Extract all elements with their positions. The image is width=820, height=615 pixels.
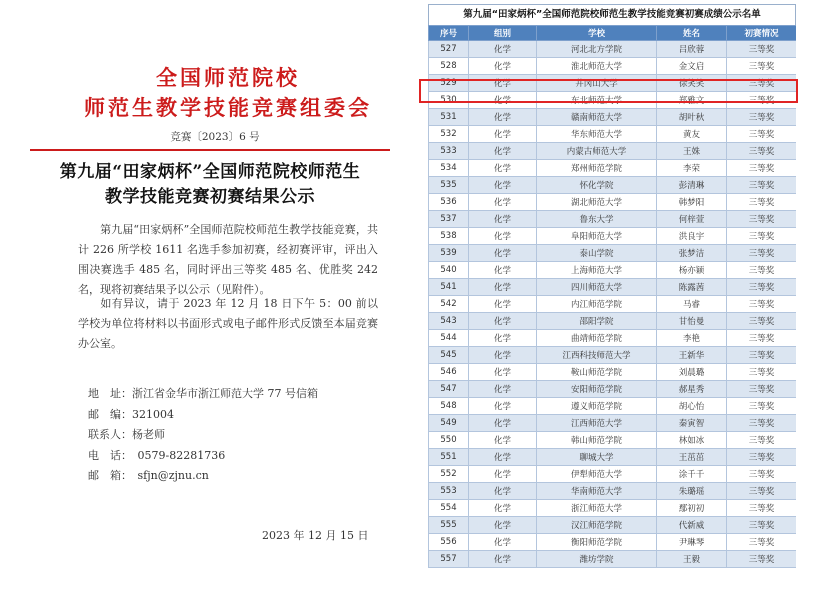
- cell-serial: 550: [429, 432, 469, 449]
- cell-name: 李荣: [657, 160, 727, 177]
- cell-group: 化学: [469, 296, 537, 313]
- cell-name: 吕欣蓉: [657, 41, 727, 58]
- cell-group: 化学: [469, 245, 537, 262]
- cell-school: 江西师范大学: [537, 415, 657, 432]
- cell-serial: 531: [429, 109, 469, 126]
- header-school: 学校: [537, 26, 657, 41]
- cell-name: 李艳: [657, 330, 727, 347]
- cell-group: 化学: [469, 551, 537, 568]
- cell-group: 化学: [469, 58, 537, 75]
- cell-result: 三等奖: [727, 551, 797, 568]
- table-row: [429, 92, 797, 109]
- table-row: [429, 313, 797, 330]
- cell-result: 三等奖: [727, 92, 797, 109]
- cell-name: 王新华: [657, 347, 727, 364]
- cell-school: 华南师范大学: [537, 483, 657, 500]
- cell-name: 涂千千: [657, 466, 727, 483]
- cell-result: 三等奖: [727, 41, 797, 58]
- cell-result: 三等奖: [727, 364, 797, 381]
- cell-group: 化学: [469, 262, 537, 279]
- cell-school: 阜阳师范大学: [537, 228, 657, 245]
- cell-school: 东北师范大学: [537, 92, 657, 109]
- cell-school: 淮北师范大学: [537, 58, 657, 75]
- document-number: 竞赛〔2023〕6 号: [170, 131, 260, 143]
- cell-result: 三等奖: [727, 58, 797, 75]
- cell-school: 邵阳学院: [537, 313, 657, 330]
- cell-group: 化学: [469, 364, 537, 381]
- cell-name: 朱璐瑶: [657, 483, 727, 500]
- header-result: 初赛情况: [727, 26, 797, 41]
- cell-group: 化学: [469, 109, 537, 126]
- cell-group: 化学: [469, 75, 537, 92]
- cell-serial: 548: [429, 398, 469, 415]
- cell-school: 河北北方学院: [537, 41, 657, 58]
- cell-school: 四川师范大学: [537, 279, 657, 296]
- cell-serial: 555: [429, 517, 469, 534]
- results-sheet: [428, 4, 796, 615]
- red-divider-line: [30, 149, 390, 151]
- cell-serial: 532: [429, 126, 469, 143]
- cell-school: 郑州师范学院: [537, 160, 657, 177]
- cell-serial: 530: [429, 92, 469, 109]
- cell-school: 怀化学院: [537, 177, 657, 194]
- table-row: [429, 160, 797, 177]
- cell-serial: 545: [429, 347, 469, 364]
- cell-school: 安阳师范学院: [537, 381, 657, 398]
- cell-school: 江西科技师范大学: [537, 347, 657, 364]
- contact-phone: 电 话： 0579-82281736: [88, 448, 226, 462]
- cell-serial: 554: [429, 500, 469, 517]
- cell-serial: 527: [429, 41, 469, 58]
- cell-result: 三等奖: [727, 279, 797, 296]
- cell-school: 华东师范大学: [537, 126, 657, 143]
- cell-school: 赣南师范大学: [537, 109, 657, 126]
- cell-group: 化学: [469, 449, 537, 466]
- cell-school: 汉江师范学院: [537, 517, 657, 534]
- cell-group: 化学: [469, 41, 537, 58]
- table-row: [429, 347, 797, 364]
- cell-serial: 549: [429, 415, 469, 432]
- table-row: [429, 483, 797, 500]
- cell-group: 化学: [469, 415, 537, 432]
- cell-name: 张梦洁: [657, 245, 727, 262]
- cell-result: 三等奖: [727, 313, 797, 330]
- cell-group: 化学: [469, 92, 537, 109]
- cell-group: 化学: [469, 160, 537, 177]
- table-row: [429, 330, 797, 347]
- cell-name: 金文启: [657, 58, 727, 75]
- cell-serial: 540: [429, 262, 469, 279]
- cell-name: 马睿: [657, 296, 727, 313]
- contact-email: 邮 箱： sfjn@zjnu.cn: [88, 469, 209, 482]
- cell-serial: 543: [429, 313, 469, 330]
- notice-paragraph-2-text: 如有异议，请于 2023 年 12 月 18 日下午 5：00 前以学校为单位将材料以书面形式或电子邮件形式反馈至本届竞赛办公室。: [78, 297, 378, 350]
- cell-result: 三等奖: [727, 466, 797, 483]
- notice-date: 2023 年 12 月 15 日: [262, 529, 369, 542]
- cell-serial: 546: [429, 364, 469, 381]
- table-row: [429, 194, 797, 211]
- table-row: [429, 415, 797, 432]
- cell-name: 黄友: [657, 126, 727, 143]
- notice-paragraph-1: [78, 220, 378, 300]
- cell-group: 化学: [469, 279, 537, 296]
- cell-school: 遵义师范学院: [537, 398, 657, 415]
- table-row: [429, 211, 797, 228]
- table-row: [429, 364, 797, 381]
- notice-title-line1: 第九届“田家炳杯”全国师范院校师范生: [59, 162, 361, 182]
- cell-result: 三等奖: [727, 75, 797, 92]
- table-row: [429, 432, 797, 449]
- cell-result: 三等奖: [727, 483, 797, 500]
- header-group: 组别: [469, 26, 537, 41]
- cell-group: 化学: [469, 347, 537, 364]
- cell-result: 三等奖: [727, 160, 797, 177]
- cell-serial: 533: [429, 143, 469, 160]
- cell-serial: 529: [429, 75, 469, 92]
- cell-name: 王毅: [657, 551, 727, 568]
- header-serial: 序号: [429, 26, 469, 41]
- cell-school: 衡阳师范学院: [537, 534, 657, 551]
- header-name: 姓名: [657, 26, 727, 41]
- cell-result: 三等奖: [727, 432, 797, 449]
- cell-serial: 538: [429, 228, 469, 245]
- table-row: [429, 143, 797, 160]
- cell-group: 化学: [469, 177, 537, 194]
- table-row: [429, 551, 797, 568]
- cell-group: 化学: [469, 534, 537, 551]
- cell-group: 化学: [469, 432, 537, 449]
- cell-group: 化学: [469, 517, 537, 534]
- cell-result: 三等奖: [727, 330, 797, 347]
- cell-serial: 537: [429, 211, 469, 228]
- cell-group: 化学: [469, 330, 537, 347]
- cell-group: 化学: [469, 126, 537, 143]
- notice-title-line2: 教学技能竞赛初赛结果公示: [105, 187, 315, 207]
- cell-name: 王姝: [657, 143, 727, 160]
- cell-group: 化学: [469, 483, 537, 500]
- table-row: [429, 534, 797, 551]
- cell-name: 杨亦颖: [657, 262, 727, 279]
- cell-name: 何梓萱: [657, 211, 727, 228]
- cell-group: 化学: [469, 228, 537, 245]
- cell-name: 郝星秀: [657, 381, 727, 398]
- table-row: [429, 245, 797, 262]
- cell-result: 三等奖: [727, 449, 797, 466]
- cell-serial: 553: [429, 483, 469, 500]
- organizer-name-line1: 全国师范院校: [156, 65, 300, 90]
- table-row: [429, 466, 797, 483]
- cell-school: 潍坊学院: [537, 551, 657, 568]
- cell-result: 三等奖: [727, 347, 797, 364]
- cell-school: 湖北师范大学: [537, 194, 657, 211]
- cell-serial: 556: [429, 534, 469, 551]
- cell-name: 徐笑笑: [657, 75, 727, 92]
- cell-name: 陈露茜: [657, 279, 727, 296]
- cell-result: 三等奖: [727, 177, 797, 194]
- table-body: [429, 41, 797, 568]
- cell-serial: 544: [429, 330, 469, 347]
- table-row: [429, 517, 797, 534]
- cell-school: 内江师范学院: [537, 296, 657, 313]
- table-row: [429, 75, 797, 92]
- table-row: [429, 126, 797, 143]
- cell-result: 三等奖: [727, 381, 797, 398]
- table-row: [429, 398, 797, 415]
- cell-group: 化学: [469, 211, 537, 228]
- cell-name: 秦寅智: [657, 415, 727, 432]
- cell-result: 三等奖: [727, 500, 797, 517]
- table-row: [429, 296, 797, 313]
- results-table: [428, 25, 796, 568]
- cell-name: 洪良宇: [657, 228, 727, 245]
- cell-school: 聊城大学: [537, 449, 657, 466]
- cell-group: 化学: [469, 466, 537, 483]
- table-title: 第九届“田家炳杯”全国师范院校师范生教学技能竞赛初赛成绩公示名单: [428, 4, 796, 25]
- contact-postcode: 邮 编：321004: [88, 407, 174, 421]
- table-row: [429, 58, 797, 75]
- cell-result: 三等奖: [727, 398, 797, 415]
- cell-school: 鞍山师范学院: [537, 364, 657, 381]
- cell-result: 三等奖: [727, 415, 797, 432]
- cell-school: 泰山学院: [537, 245, 657, 262]
- cell-name: 王茁茁: [657, 449, 727, 466]
- cell-result: 三等奖: [727, 517, 797, 534]
- cell-result: 三等奖: [727, 126, 797, 143]
- contact-person: 联系人：杨老师: [88, 428, 165, 441]
- cell-name: 韩梦阳: [657, 194, 727, 211]
- table-row: [429, 449, 797, 466]
- cell-result: 三等奖: [727, 296, 797, 313]
- cell-school: 伊犁师范大学: [537, 466, 657, 483]
- cell-name: 胡叶秋: [657, 109, 727, 126]
- cell-serial: 534: [429, 160, 469, 177]
- cell-school: 井冈山大学: [537, 75, 657, 92]
- cell-result: 三等奖: [727, 228, 797, 245]
- table-row: [429, 228, 797, 245]
- notice-paragraph-1-text: 第九届“田家炳杯”全国师范院校师范生教学技能竞赛，共计 226 所学校 1611 名选手参加初赛，经初赛评审，评出入围决赛选手 485 名，同时评出三等奖 485 名、优胜奖 242 名，现将初赛结果予以公示（见附件）。: [78, 223, 378, 296]
- contact-address: 地 址：浙江省金华市浙江师范大学 77 号信箱: [88, 387, 318, 400]
- cell-school: 内蒙古师范大学: [537, 143, 657, 160]
- cell-result: 三等奖: [727, 534, 797, 551]
- cell-school: 曲靖师范学院: [537, 330, 657, 347]
- notice-paragraph-2: [78, 294, 378, 354]
- cell-serial: 535: [429, 177, 469, 194]
- table-header-row: [429, 26, 797, 41]
- cell-result: 三等奖: [727, 109, 797, 126]
- table-row: [429, 500, 797, 517]
- organizer-name-line2: 师范生教学技能竞赛组委会: [84, 95, 372, 120]
- cell-serial: 552: [429, 466, 469, 483]
- cell-group: 化学: [469, 381, 537, 398]
- cell-name: 尹琳琴: [657, 534, 727, 551]
- cell-result: 三等奖: [727, 245, 797, 262]
- cell-name: 代新威: [657, 517, 727, 534]
- cell-name: 甘怡曼: [657, 313, 727, 330]
- cell-name: 胡心怡: [657, 398, 727, 415]
- cell-name: 林如冰: [657, 432, 727, 449]
- cell-serial: 542: [429, 296, 469, 313]
- table-row: [429, 109, 797, 126]
- cell-group: 化学: [469, 143, 537, 160]
- cell-serial: 536: [429, 194, 469, 211]
- cell-serial: 551: [429, 449, 469, 466]
- table-row: [429, 279, 797, 296]
- cell-result: 三等奖: [727, 211, 797, 228]
- cell-result: 三等奖: [727, 143, 797, 160]
- cell-serial: 557: [429, 551, 469, 568]
- cell-school: 浙江师范大学: [537, 500, 657, 517]
- cell-group: 化学: [469, 194, 537, 211]
- cell-school: 上海师范大学: [537, 262, 657, 279]
- contact-block: [88, 384, 318, 487]
- table-row: [429, 381, 797, 398]
- cell-group: 化学: [469, 313, 537, 330]
- table-row: [429, 41, 797, 58]
- cell-name: 彭清琳: [657, 177, 727, 194]
- table-row: [429, 177, 797, 194]
- cell-serial: 539: [429, 245, 469, 262]
- cell-group: 化学: [469, 500, 537, 517]
- cell-serial: 547: [429, 381, 469, 398]
- cell-serial: 541: [429, 279, 469, 296]
- table-row: [429, 262, 797, 279]
- cell-name: 郑雅文: [657, 92, 727, 109]
- cell-serial: 528: [429, 58, 469, 75]
- cell-school: 韩山师范学院: [537, 432, 657, 449]
- cell-result: 三等奖: [727, 194, 797, 211]
- cell-result: 三等奖: [727, 262, 797, 279]
- cell-name: 刘晨璐: [657, 364, 727, 381]
- cell-name: 鄢初初: [657, 500, 727, 517]
- cell-group: 化学: [469, 398, 537, 415]
- cell-school: 鲁东大学: [537, 211, 657, 228]
